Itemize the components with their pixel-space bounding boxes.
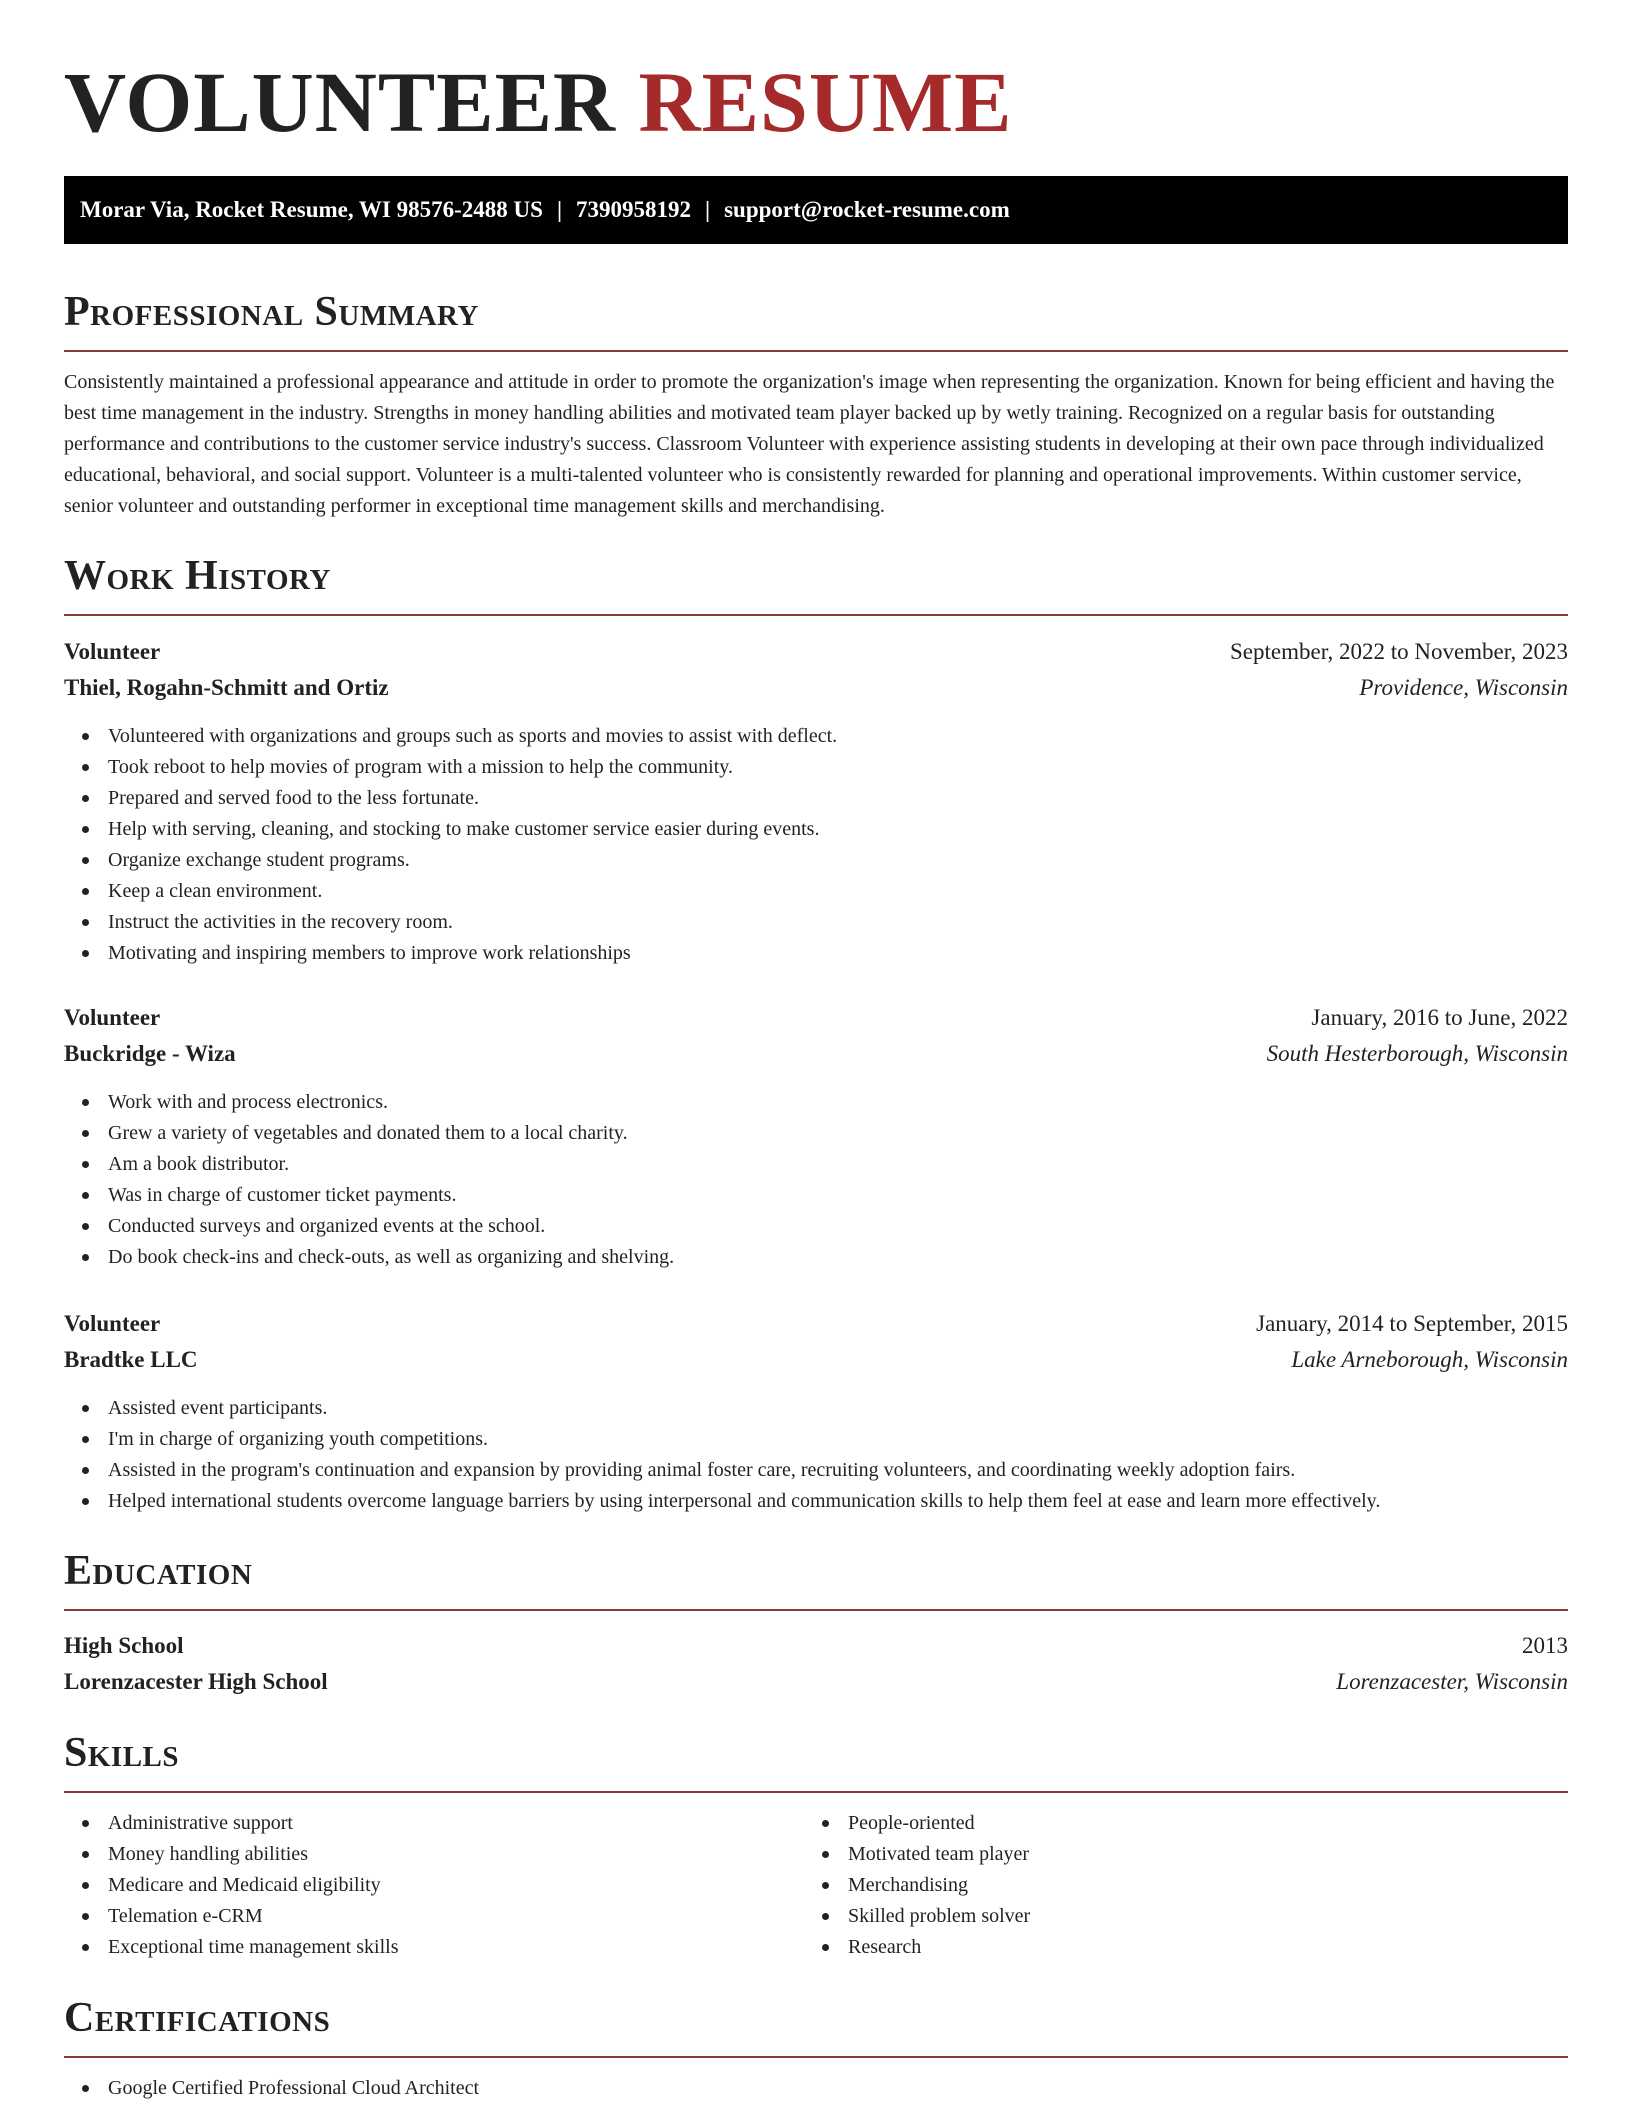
job-title: Volunteer — [64, 1005, 161, 1030]
list-item: Instruct the activities in the recovery room. — [108, 907, 837, 938]
contact-address: Morar Via, Rocket Resume, WI 98576-2488 US — [80, 197, 543, 222]
job-location: Providence, Wisconsin — [1359, 675, 1568, 700]
contact-separator: | — [705, 197, 711, 222]
job-bullets — [64, 721, 837, 969]
job-company: Buckridge - Wiza — [64, 1041, 236, 1066]
list-item: Motivating and inspiring members to improve work relationships — [108, 938, 837, 969]
section-divider — [64, 2056, 1568, 2058]
list-item: Volunteered with organizations and groups such as sports and movies to assist with deflect. — [108, 721, 837, 752]
list-item: Organize exchange student programs. — [108, 845, 837, 876]
education-school-row — [64, 1664, 1568, 1700]
skills-list-left — [64, 1808, 808, 1963]
job-company: Bradtke LLC — [64, 1347, 198, 1372]
list-item: Conducted surveys and organized events at the school. — [108, 1211, 674, 1242]
job-location: Lake Arneborough, Wisconsin — [1291, 1347, 1568, 1372]
section-divider — [64, 1609, 1568, 1611]
job-location: South Hesterborough, Wisconsin — [1266, 1041, 1568, 1066]
list-item: Assisted in the program's continuation and expansion by providing animal foster care, recruiting volunteers, and coordinating weekly adoption fairs. — [108, 1455, 1380, 1486]
job-title-row — [64, 1000, 1568, 1036]
list-item: Work with and process electronics. — [108, 1087, 674, 1118]
list-item: Assisted event participants. — [108, 1393, 1380, 1424]
skill-item: Exceptional time management skills — [108, 1932, 808, 1963]
job-title-row — [64, 1306, 1568, 1342]
job-dates: January, 2014 to September, 2015 — [1256, 1311, 1568, 1336]
skill-item: Motivated team player — [848, 1839, 1548, 1870]
section-divider — [64, 350, 1568, 352]
education-location: Lorenzacester, Wisconsin — [1336, 1669, 1568, 1694]
job-dates: September, 2022 to November, 2023 — [1230, 639, 1568, 664]
skill-item: Research — [848, 1932, 1548, 1963]
skill-item: People-oriented — [848, 1808, 1548, 1839]
list-item: Help with serving, cleaning, and stocking to make customer service easier during events. — [108, 814, 837, 845]
job-company-row — [64, 1036, 1568, 1072]
job-company: Thiel, Rogahn-Schmitt and Ortiz — [64, 675, 389, 700]
job-title-row — [64, 634, 1568, 670]
list-item: Was in charge of customer ticket payments. — [108, 1180, 674, 1211]
summary-heading: Professional Summary — [64, 289, 479, 335]
job-title: Volunteer — [64, 1311, 161, 1336]
contact-separator: | — [556, 197, 563, 222]
section-divider — [64, 614, 1568, 616]
skill-item: Money handling abilities — [108, 1839, 808, 1870]
education-heading: Education — [64, 1548, 253, 1594]
list-item: Keep a clean environment. — [108, 876, 837, 907]
list-item: I'm in charge of organizing youth competitions. — [108, 1424, 1380, 1455]
list-item: Prepared and served food to the less fortunate. — [108, 783, 837, 814]
certifications-heading: Certifications — [64, 1995, 331, 2041]
skills-heading: Skills — [64, 1730, 180, 1776]
job-company-row — [64, 1342, 1568, 1378]
skill-item: Medicare and Medicaid eligibility — [108, 1870, 808, 1901]
skill-item: Administrative support — [108, 1808, 808, 1839]
skills-list-right — [804, 1808, 1548, 1963]
job-bullets — [64, 1087, 674, 1273]
contact-email[interactable]: support@rocket-resume.com — [724, 197, 1010, 222]
list-item: Am a book distributor. — [108, 1149, 674, 1180]
list-item: Grew a variety of vegetables and donated them to a local charity. — [108, 1118, 674, 1149]
skill-item: Telemation e-CRM — [108, 1901, 808, 1932]
job-company-row — [64, 670, 1568, 706]
list-item: Took reboot to help movies of program with a mission to help the community. — [108, 752, 837, 783]
education-school: Lorenzacester High School — [64, 1669, 328, 1694]
title-accent: RESUME — [638, 54, 1013, 150]
section-divider — [64, 1791, 1568, 1793]
education-degree: High School — [64, 1633, 184, 1658]
summary-text: Consistently maintained a professional appearance and attitude in order to promote the organization's image when representing the organization. Known for being efficient and having the best time management in the industry. Strengths in money handling abilities and motivated team player backed up by wetly training. Recognized on a regular basis for outstanding performance and contributions to the customer service industry's success. Classroom Volunteer with experience assisting students in developing at their own pace through individualized educational, behavioral, and social support. Volunteer is a multi-talented volunteer who is consistently rewarded for planning and operational improvements. Within customer service, senior volunteer and outstanding performer in exceptional time management skills and merchandising. — [64, 371, 1555, 517]
work-history-heading: Work History — [64, 553, 331, 599]
list-item: Helped international students overcome language barriers by using interpersonal and communication skills to help them feel at ease and learn more effectively. — [108, 1486, 1380, 1517]
title-main: VOLUNTEER — [64, 54, 617, 150]
job-title: Volunteer — [64, 639, 161, 664]
job-dates: January, 2016 to June, 2022 — [1311, 1005, 1568, 1030]
list-item: Do book check-ins and check-outs, as well as organizing and shelving. — [108, 1242, 674, 1273]
certification-item: Google Certified Professional Cloud Architect — [108, 2073, 479, 2104]
skill-item: Merchandising — [848, 1870, 1548, 1901]
certifications-list — [64, 2073, 479, 2104]
education-year: 2013 — [1522, 1633, 1568, 1658]
contact-bar — [64, 176, 1568, 244]
job-bullets — [64, 1393, 1380, 1517]
education-degree-row — [64, 1628, 1568, 1664]
contact-phone: 7390958192 — [576, 197, 692, 222]
resume-title — [64, 52, 1012, 152]
skill-item: Skilled problem solver — [848, 1901, 1548, 1932]
